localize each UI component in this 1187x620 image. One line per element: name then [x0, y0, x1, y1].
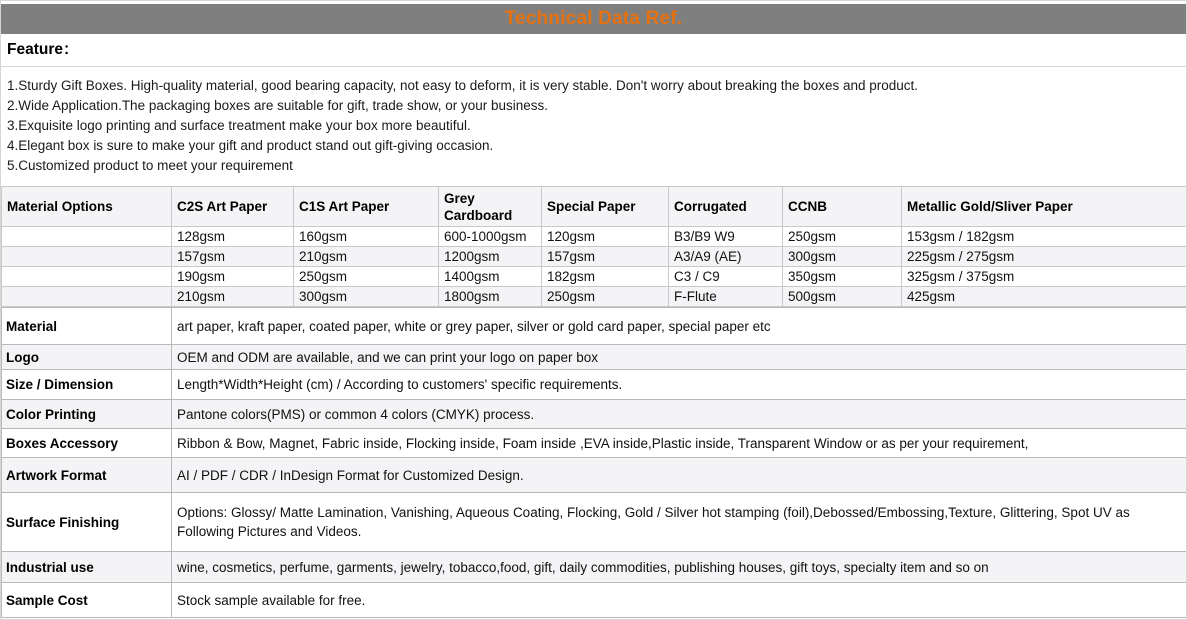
table-cell: C3 / C9 [669, 267, 783, 287]
table-cell: 325gsm / 375gsm [902, 267, 1187, 287]
table-cell: 1400gsm [439, 267, 542, 287]
table-cell: B3/B9 W9 [669, 227, 783, 247]
table-cell: 350gsm [783, 267, 902, 287]
feature-item: 1.Sturdy Gift Boxes. High-quality material, good bearing capacity, not easy to deform, it is very stable. Don't worry about breaking the boxes and product. [7, 78, 919, 93]
table-cell [2, 267, 172, 287]
table-cell: 425gsm [902, 287, 1187, 307]
table-cell: 250gsm [542, 287, 669, 307]
page-title: Technical Data Ref. [504, 8, 683, 29]
table-row [2, 400, 1187, 429]
table-cell: 128gsm [172, 227, 294, 247]
spec-table [1, 307, 1187, 618]
spec-label: Sample Cost [2, 583, 172, 618]
feature-item: 3.Exquisite logo printing and surface treatment make your box more beautiful. [7, 118, 471, 133]
table-cell: 210gsm [294, 247, 439, 267]
table-cell: 1200gsm [439, 247, 542, 267]
table-row [2, 308, 1187, 345]
table-row [2, 267, 1187, 287]
table-row [2, 370, 1187, 400]
table-cell: 250gsm [294, 267, 439, 287]
spec-value: wine, cosmetics, perfume, garments, jewelry, tobacco,food, gift, daily commodities, publishing houses, gift toys, specialty item and so on [172, 552, 1187, 583]
feature-item: 5.Customized product to meet your requirement [7, 158, 293, 173]
column-header: CCNB [783, 187, 902, 227]
column-header: Special Paper [542, 187, 669, 227]
table-cell: 120gsm [542, 227, 669, 247]
feature-item: 4.Elegant box is sure to make your gift and product stand out gift-giving occasion. [7, 138, 494, 153]
table-row [2, 227, 1187, 247]
table-cell: 157gsm [542, 247, 669, 267]
table-row [2, 345, 1187, 370]
table-row [2, 583, 1187, 618]
table-row [2, 458, 1187, 493]
table-cell: 225gsm / 275gsm [902, 247, 1187, 267]
table-cell [2, 247, 172, 267]
table-cell [2, 227, 172, 247]
table-cell: 500gsm [783, 287, 902, 307]
table-cell: 1800gsm [439, 287, 542, 307]
table-row [2, 552, 1187, 583]
table-cell: F-Flute [669, 287, 783, 307]
column-header: Grey Cardboard [439, 187, 542, 227]
table-cell: 300gsm [783, 247, 902, 267]
spec-label: Surface Finishing [2, 493, 172, 552]
table-cell: 210gsm [172, 287, 294, 307]
spec-value: Ribbon & Bow, Magnet, Fabric inside, Flocking inside, Foam inside ,EVA inside,Plastic inside, Transparent Window or as per your requirement, [172, 429, 1187, 458]
table-cell: 600-1000gsm [439, 227, 542, 247]
spec-value: Stock sample available for free. [172, 583, 1187, 618]
spec-label: Industrial use [2, 552, 172, 583]
materials-header-row [2, 187, 1187, 227]
feature-heading: Feature： [1, 34, 1186, 67]
materials-table [1, 186, 1187, 307]
table-cell: 182gsm [542, 267, 669, 287]
column-header: C1S Art Paper [294, 187, 439, 227]
spec-label: Boxes Accessory [2, 429, 172, 458]
title-bar [1, 4, 1186, 34]
spec-label: Artwork Format [2, 458, 172, 493]
spec-value: Length*Width*Height (cm) / According to customers' specific requirements. [172, 370, 1187, 400]
spec-label: Size / Dimension [2, 370, 172, 400]
table-cell: 190gsm [172, 267, 294, 287]
table-cell: A3/A9 (AE) [669, 247, 783, 267]
table-row [2, 287, 1187, 307]
table-cell: 250gsm [783, 227, 902, 247]
table-cell: 300gsm [294, 287, 439, 307]
spec-value: OEM and ODM are available, and we can print your logo on paper box [172, 345, 1187, 370]
feature-item: 2.Wide Application.The packaging boxes are suitable for gift, trade show, or your business. [7, 98, 549, 113]
spec-value: art paper, kraft paper, coated paper, white or grey paper, silver or gold card paper, special paper etc [172, 308, 1187, 345]
spec-value: Options: Glossy/ Matte Lamination, Vanishing, Aqueous Coating, Flocking, Gold / Silver hot stamping (foil),Debossed/Embossing,Texture, Glittering, Spot UV as Following Pictures and Videos. [172, 493, 1187, 552]
column-header: Corrugated [669, 187, 783, 227]
column-header: Metallic Gold/Sliver Paper [902, 187, 1187, 227]
column-header: Material Options [2, 187, 172, 227]
table-cell: 153gsm / 182gsm [902, 227, 1187, 247]
column-header: C2S Art Paper [172, 187, 294, 227]
table-cell: 160gsm [294, 227, 439, 247]
table-row [2, 429, 1187, 458]
spec-label: Material [2, 308, 172, 345]
spec-value: Pantone colors(PMS) or common 4 colors (CMYK) process. [172, 400, 1187, 429]
spec-value: AI / PDF / CDR / InDesign Format for Customized Design. [172, 458, 1187, 493]
table-cell: 157gsm [172, 247, 294, 267]
table-cell [2, 287, 172, 307]
table-row [2, 493, 1187, 552]
feature-list [1, 67, 1186, 186]
spec-label: Logo [2, 345, 172, 370]
table-row [2, 247, 1187, 267]
spec-label: Color Printing [2, 400, 172, 429]
